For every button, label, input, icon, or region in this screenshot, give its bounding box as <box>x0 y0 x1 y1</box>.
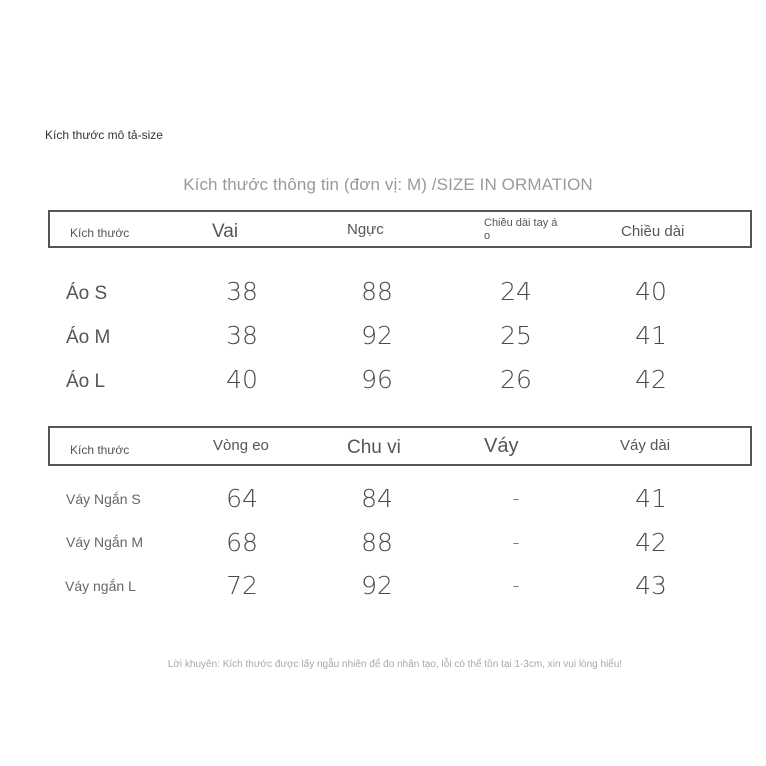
cell-value: 64 <box>226 484 258 513</box>
cell-value: - <box>512 573 520 597</box>
cell-value: 41 <box>635 321 667 350</box>
cell-value: 40 <box>635 277 667 306</box>
row-label: Áo M <box>66 327 111 348</box>
cell-value: - <box>512 486 520 510</box>
cell-value: 24 <box>500 277 532 306</box>
table1-header-size: Kích thước <box>70 226 130 240</box>
cell-value: 92 <box>361 321 393 350</box>
caption: Kích thước mô tả-size <box>45 128 163 142</box>
table1-header-chest: Ngực <box>347 221 384 238</box>
table2-header-skirt-length: Váy dài <box>620 437 671 454</box>
cell-value: 40 <box>226 365 258 394</box>
cell-value: 43 <box>635 571 667 600</box>
cell-value: 41 <box>635 484 667 513</box>
table1-header-shoulder: Vai <box>212 221 239 242</box>
advice-note: Lời khuyên: Kích thước được lấy ngẫu nhiên để đo nhân tạo, lỗi có thể tồn tại 1-3cm, xin vui lòng hiểu! <box>167 659 623 670</box>
cell-value: 88 <box>361 528 393 557</box>
table2-header-size: Kích thước <box>70 443 130 457</box>
cell-value: 92 <box>361 571 393 600</box>
cell-value: 42 <box>635 365 667 394</box>
table2-header-skirt: Váy <box>484 435 519 457</box>
row-label: Áo S <box>66 283 108 304</box>
cell-value: 42 <box>635 528 667 557</box>
table2-header <box>48 426 752 466</box>
cell-value: 38 <box>226 277 258 306</box>
cell-value: 72 <box>226 571 258 600</box>
cell-value: 84 <box>361 484 393 513</box>
page-title: Kích thước thông tin (đơn vị: M) /SIZE IN ORMATION <box>183 175 593 194</box>
row-label: Váy Ngắn M <box>66 534 144 550</box>
row-label: Váy Ngắn S <box>66 491 141 507</box>
table1-header-sleeve: Chiều dài tay á o <box>484 217 558 242</box>
table2-header-circumference: Chu vi <box>347 437 401 458</box>
cell-value: 25 <box>500 321 532 350</box>
table2-header-waist: Vòng eo <box>213 437 269 454</box>
table1-header-length: Chiều dài <box>621 223 685 240</box>
cell-value: - <box>512 530 520 554</box>
cell-value: 38 <box>226 321 258 350</box>
cell-value: 96 <box>361 365 393 394</box>
row-label: Váy ngắn L <box>65 578 136 594</box>
table1-header <box>48 210 752 248</box>
cell-value: 88 <box>361 277 393 306</box>
row-label: Áo L <box>66 371 106 392</box>
cell-value: 26 <box>500 365 532 394</box>
cell-value: 68 <box>226 528 258 557</box>
